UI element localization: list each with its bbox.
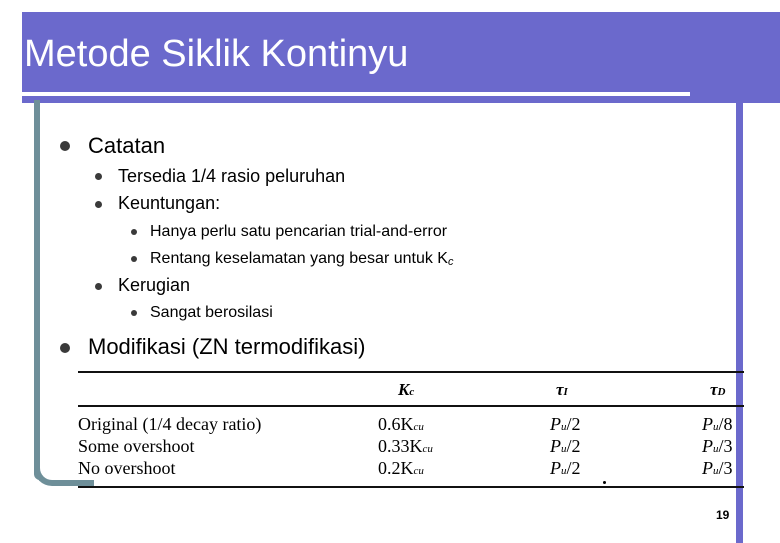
td-rest: /3 (718, 436, 733, 456)
bullet-kerugian: Kerugian (118, 275, 191, 295)
bullet-rentang (150, 250, 453, 268)
table-cell-ti (550, 458, 581, 479)
bullet-dot-icon (95, 201, 102, 208)
header-ti-main: τ (556, 380, 564, 399)
table-cell-kc (378, 436, 433, 457)
kc-value: 0.33K (378, 436, 423, 456)
ti-value: P (550, 414, 561, 434)
kc-subscript: cu (413, 465, 424, 477)
table-top-rule (78, 371, 744, 373)
table-cell-td (702, 436, 733, 457)
bullet-dot-icon (95, 283, 102, 290)
ti-rest: /2 (566, 414, 581, 434)
ti-value: P (550, 436, 561, 456)
table-cell-kc (378, 414, 424, 435)
kc-value: 0.2K (378, 458, 414, 478)
table-cell-td (702, 458, 733, 479)
header-td-sub: D (717, 386, 726, 398)
kc-value: 0.6K (378, 414, 414, 434)
ti-rest: /2 (566, 458, 581, 478)
table-cell-td (702, 414, 733, 435)
td-subscript: u (713, 421, 719, 433)
ti-rest: /2 (566, 436, 581, 456)
ti-subscript: u (561, 465, 567, 477)
kc-subscript: cu (413, 421, 424, 433)
page-number: 19 (716, 508, 730, 522)
table-row-label: No overshoot (78, 458, 176, 478)
bullet-rentang-text: Rentang keselamatan yang besar untuk K (150, 250, 448, 267)
ti-value: P (550, 458, 561, 478)
bullet-dot-icon (60, 141, 70, 151)
td-subscript: u (713, 465, 719, 477)
td-rest: /3 (718, 458, 733, 478)
bullet-tersedia: Tersedia 1/4 rasio peluruhan (118, 166, 346, 186)
bullet-rentang-subscript: c (447, 256, 454, 268)
table-bottom-rule (78, 486, 744, 488)
td-subscript: u (713, 443, 719, 455)
bullet-dot-icon (131, 310, 137, 316)
stray-dot (603, 481, 606, 484)
title-underline (22, 92, 690, 96)
bullet-catatan: Catatan (88, 133, 166, 158)
table-row-label: Some overshoot (78, 436, 195, 456)
header-ti-sub: I (563, 386, 568, 398)
bullet-keuntungan: Keuntungan: (118, 193, 221, 213)
bullet-dot-icon (131, 256, 137, 262)
td-value: P (702, 458, 713, 478)
header-td (710, 380, 726, 400)
kc-subscript: cu (422, 443, 433, 455)
bullet-modifikasi: Modifikasi (ZN termodifikasi) (88, 334, 366, 359)
td-value: P (702, 414, 713, 434)
left-accent-line (34, 100, 40, 480)
header-ti (556, 380, 568, 400)
header-td-main: τ (710, 380, 718, 399)
td-rest: /8 (718, 414, 733, 434)
table-row-label: Original (1/4 decay ratio) (78, 414, 262, 434)
bullet-sangat: Sangat berosilasi (150, 304, 273, 321)
right-border-bar (736, 95, 743, 543)
bullet-dot-icon (95, 173, 102, 180)
header-kc-main: K (398, 380, 410, 399)
table-cell-ti (550, 436, 581, 457)
td-value: P (702, 436, 713, 456)
table-cell-kc (378, 458, 424, 479)
bullet-dot-icon (131, 229, 137, 235)
table-mid-rule (78, 405, 744, 407)
ti-subscript: u (561, 421, 567, 433)
bullet-hanya-perlu: Hanya perlu satu pencarian trial-and-error (150, 223, 448, 240)
header-kc-sub: c (409, 386, 415, 398)
header-kc (398, 380, 414, 400)
table-cell-ti (550, 414, 581, 435)
bullet-dot-icon (60, 343, 70, 353)
slide-title: Metode Siklik Kontinyu (24, 33, 409, 75)
ti-subscript: u (561, 443, 567, 455)
